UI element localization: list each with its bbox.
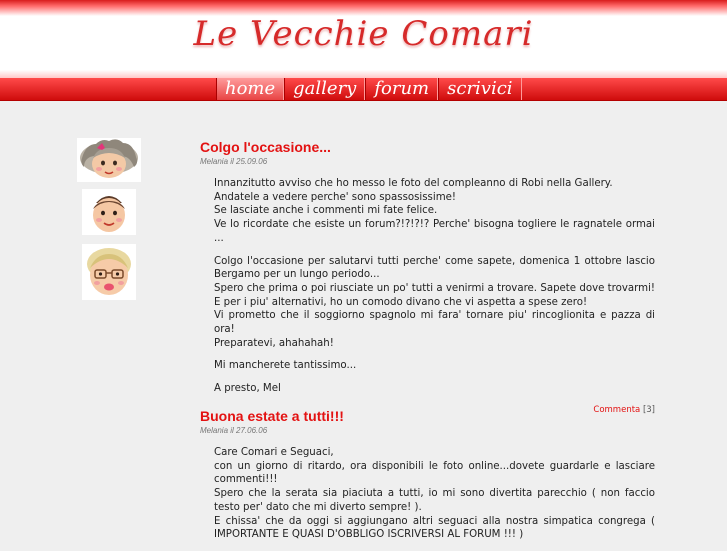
avatar-glasses-face: [82, 244, 136, 300]
nav-home[interactable]: home: [216, 78, 284, 100]
page-header: [0, 0, 727, 78]
comment-link[interactable]: Commenta: [593, 404, 641, 415]
post-paragraph: Innanzitutto avviso che ho messo le foto del compleanno di Robi nella Gallery. Andatele a vedere perche' sono spassosissime! Se lasciate anche i commenti mi fate felice. Ve lo ricordate che esiste un forum?!?!?!? Perche' bisogna togliere le ragnatele ormai ...: [214, 178, 655, 244]
post-paragraph: Mi mancherete tantissimo...: [214, 360, 357, 372]
nav-gallery[interactable]: gallery: [284, 78, 365, 100]
post-meta: Melania il 27.06.06: [200, 426, 268, 435]
post-meta: Melania il 25.09.06: [200, 157, 268, 166]
avatar-curly-hair: [77, 138, 141, 182]
comment-count: [3]: [642, 404, 655, 415]
post-paragraph: A presto, Mel: [214, 383, 281, 395]
post-body: [214, 177, 655, 396]
blog-post: [200, 139, 655, 415]
post-paragraph: Colgo l'occasione per salutarvi tutti perche' come sapete, domenica 1 ottobre lascio Bergamo per un lungo periodo... Spero che prima o poi riusciate un po' tutti a venirmi a trovare. Sapete dove trovarmi! E per i piu' alternativi, ho un comodo divano che vi aspetta a spese zero! Vi prometto che il soggiorno spagnolo mi fara' tornare piu' rincoglionita e pazza di ora! Preparatevi, ahahahah!: [214, 255, 655, 349]
post-title[interactable]: Buona estate a tutti!!!: [200, 408, 344, 424]
post-title[interactable]: Colgo l'occasione...: [200, 139, 331, 155]
nav-scrivici[interactable]: scrivici: [438, 78, 521, 100]
blog-post: [200, 408, 655, 551]
nav-bar: [0, 78, 727, 101]
post-paragraph: Care Comari e Seguaci, con un giorno di ritardo, ora disponibili le foto online...dovete guardarle e lasciare commenti!!! Spero che la serata sia piaciuta a tutti, io mi sono divertita parecchio ( non faccio testo per' dato che mi diverto sempre! ). E chissa' che da oggi si aggiungano altri seguaci alla nostra simpatica congrega ( IMPORTANTE E QUASI D'OBBLIGO ISCRIVERSI AL FORUM !!! ): [214, 447, 655, 541]
site-logo-title[interactable]: Le Vecchie Comari: [193, 14, 534, 54]
nav-forum[interactable]: forum: [365, 78, 438, 100]
post-body: [214, 446, 655, 542]
main-nav: [216, 78, 522, 100]
avatar-bald-face: [82, 189, 136, 235]
